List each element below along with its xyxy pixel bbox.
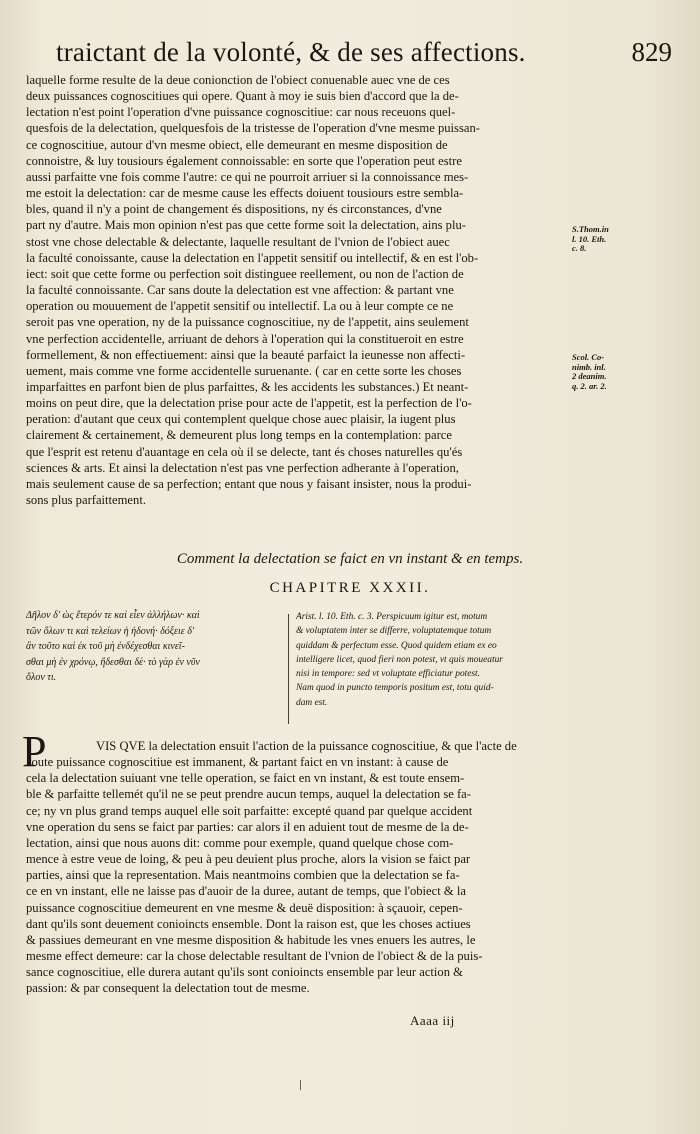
text-line: seroit pas vne operation, ny de la puissance cognoscitiue, ny de l'appetit, ains seulement: [26, 315, 469, 330]
text-line: puissance cognoscitiue demeurent en vne mesme & deuë disposition: à sçauoir, cepen-: [26, 900, 463, 915]
quote-columns: [26, 608, 571, 726]
text-line: peration: d'autant que ceux qui contemplent quelque chose auec plaisir, la iugent plus: [26, 412, 456, 427]
text-line: vne operation du sens se faict par parties: car alors il en aduient tout de mesme de la de-: [26, 819, 469, 834]
text-line: uement, mais comme vne forme accidentelle suruenante. ( car en cette sorte les choses: [26, 363, 462, 378]
body-text-top: [26, 72, 568, 508]
quote-line: dam est.: [296, 697, 328, 708]
margin-note-line: 2 deanim.: [572, 371, 607, 381]
margin-note-line: q. 2. ar. 2.: [572, 380, 607, 391]
text-line: passion: & par consequent la delectation tout de mesme.: [26, 981, 310, 996]
text-line: me estoit la delectation: car de mesme cause les effects doiuent tousiours estre sembla-: [26, 186, 464, 201]
quote-line: & voluptatem inter se differre, voluptatemque totum: [296, 626, 492, 637]
chapter-number: CHAPITRE XXXII.: [269, 580, 431, 596]
quote-line: Nam quod in puncto temporis positum est, totu quid-: [296, 683, 494, 694]
margin-note-line: c. 8.: [572, 243, 587, 253]
quote-line: intelligere licet, quod fieri non potest, vt quis moueatur: [296, 654, 503, 665]
text-line: sons plus parfaittement.: [26, 493, 146, 508]
quote-line: ἂν τοῦτο καὶ ἐκ τοῦ μὴ ἐνδέχεσθαι κινεῖ-: [26, 641, 185, 652]
text-line: vne perfection accidentelle, arriuant de dehors à l'operation qui la constitueroit en estre: [26, 331, 464, 346]
text-line: formellement, & non effectiuement: ainsi que la beauté parfaict la ieunesse non affecti-: [26, 347, 466, 362]
running-header: [56, 36, 672, 68]
margin-note-line: nimb. inl.: [572, 361, 606, 372]
text-line: que l'esprit est retenu d'auantage en cela où il se delecte, tant és choses naturelles qu'és: [26, 444, 463, 459]
text-line: sciences & arts. Et ainsi la delectation n'est pas vne perfection adherante à l'operation,: [26, 460, 459, 475]
text-line: sance cognoscitiue, elle durera autant qu'ils sont conioincts ensemble par leur action &: [26, 965, 463, 980]
quote-line: ὅλον τι.: [26, 672, 57, 683]
text-line: mais seulement cause de sa perfection; entant que nous y faisant insister, nous la produi-: [26, 476, 472, 491]
margin-note-line: l. 10. Eth.: [572, 233, 607, 244]
text-line: VIS QVE la delectation ensuit l'action de la puissance cognoscitiue, & que l'acte de: [96, 739, 517, 753]
text-line: lectation n'est point l'operation d'vne puissance cognoscitiue: car nous receuons quel-: [26, 105, 456, 120]
quote-line: nisi in tempore: sed vt voluptate efficiatur potest.: [296, 669, 480, 680]
quote-line: quiddam & perfectum esse. Quod quidem etiam ex eo: [296, 640, 497, 651]
text-line: clairement & certainement, & demeurent plus long temps en la contemplation: parce: [26, 428, 452, 443]
chapter-heading: Comment la delectation se faict en vn instant & en temps.: [176, 551, 524, 567]
text-line: cela la delectation suiuant vne telle operation, se faict en vn instant, & est toute ensem-: [26, 771, 465, 786]
text-line: aussi parfaitte vne fois comme l'autre: ce qui ne pourroit arriuer si la connoissance mes-: [26, 169, 469, 184]
greek-quote: [26, 608, 281, 686]
drop-capital: P: [22, 727, 47, 776]
text-line: imparfaittes en parfont bien de plus parfaittes, & les accidents les substances.) Et neant-: [26, 379, 469, 394]
text-line: parties, ainsi que la representation. Mais neantmoins combien que la delectation se fa-: [26, 868, 460, 883]
margin-note-thomas: [572, 225, 692, 254]
text-line: moins on peut dire, que la delectation prise pour acte de l'appetit, est la perfection de l'o-: [26, 396, 472, 411]
text-line: & passiues demeurant en vne mesme disposition & habitude les vnes enuers les autres, le: [26, 932, 476, 947]
text-line: ce en vn instant, elle ne laisse pas d'auoir de la duree, autant de temps, que l'obiect & la: [26, 884, 466, 899]
text-line: laquelle forme resulte de la deue conionction de l'obiect conuenable auec vne de ces: [26, 73, 450, 87]
quote-line: Arist. l. 10. Eth. c. 3. Perspicuum igitur est, motum: [296, 612, 488, 622]
quote-line: Δῆλον δ' ὡς ἕτερόν τε καὶ εἶεν ἀλλήλων· καὶ: [26, 610, 200, 621]
text-line: dant qu'ils sont deuement conioincts ensemble. Dont la raison est, que les choses actiues: [26, 916, 471, 931]
text-line: ce cognoscitiue, autour d'vn mesme obiect, elle demeurant en mesme disposition de: [26, 137, 448, 152]
text-line: mence à estre veue de loing, & peu à peu deuient plus proche, alors la vision se faict par: [26, 852, 471, 867]
text-line: stost vne chose delectable & delectante, laquelle resultant de l'vnion de l'obiect auec: [26, 234, 450, 249]
text-line: operation ou mouuement de l'appetit sensitif ou intellectif. La ou à leur compte ce ne: [26, 299, 454, 314]
text-line: ce; ny vn plus grand temps auquel elle soit parfaitte: excepté quand par quelque accident: [26, 803, 473, 818]
quote-line: σθαι μὴ ἐν χρόνῳ, ἥδεσθαι δὲ· τὸ γὰρ ἐν νῦν: [26, 656, 200, 668]
text-line: mesme effect demeure: car la chose delectable resultant de l'vnion de l'obiect & de la puis-: [26, 949, 483, 964]
body-text-bottom: [26, 738, 568, 997]
text-line: lectation, ainsi que nous auons dit: comme pour exemple, quand quelque chose com-: [26, 835, 454, 850]
text-line: la faculté connoissante. Car sans doute la delectation est vne affection: & partant vne: [26, 283, 454, 298]
text-line: toute puissance cognoscitiue est immanent, & partant faict en vn instant: à cause de: [28, 755, 449, 770]
margin-note-coimbra: [572, 353, 692, 391]
margin-note-line: Scol. Co-: [572, 352, 605, 362]
quote-line: τῶν ὅλων τι καὶ τελείων ἡ ἡδονή· δόξειε δ': [26, 625, 195, 637]
text-line: bles, quand il n'y a point de changement és dispositions, ny és circonstances, d'vne: [26, 202, 442, 217]
running-title: traictant de la volonté, & de ses affections.: [56, 37, 526, 67]
latin-quote: [296, 610, 571, 710]
text-line: ble & parfaitte tellemét qu'il ne se peut prendre aucun temps, auquel la delectation se fa-: [26, 787, 471, 802]
text-line: connoistre, & luy tousiours également connoissable: en sorte que l'operation peut estre: [26, 153, 462, 168]
text-line: iect: soit que cette forme ou perfection soit distinguee reellement, ou non de l'action de: [26, 266, 464, 281]
signature-mark: Aaaa iij: [410, 1013, 455, 1028]
margin-note-line: S.Thom.in: [572, 224, 609, 234]
text-line: deux puissances cognoscitiues qui opere. Quant à moy ie suis bien d'accord que la de-: [26, 89, 459, 104]
text-line: part ny d'autre. Mais mon opinion n'est pas que cette forme soit la delectation, ains plu-: [26, 218, 466, 233]
printer-mark: [300, 1080, 301, 1090]
text-line: quesfois de la delectation, quelquesfois de la tristesse de l'operation d'vne mesme puissan-: [26, 121, 480, 136]
page-number: 829: [631, 37, 672, 67]
column-divider: [288, 614, 289, 724]
text-line: la faculté conoissante, cause la delectation en l'appetit sensitif ou intellectif, & en est l'ob-: [26, 250, 479, 265]
